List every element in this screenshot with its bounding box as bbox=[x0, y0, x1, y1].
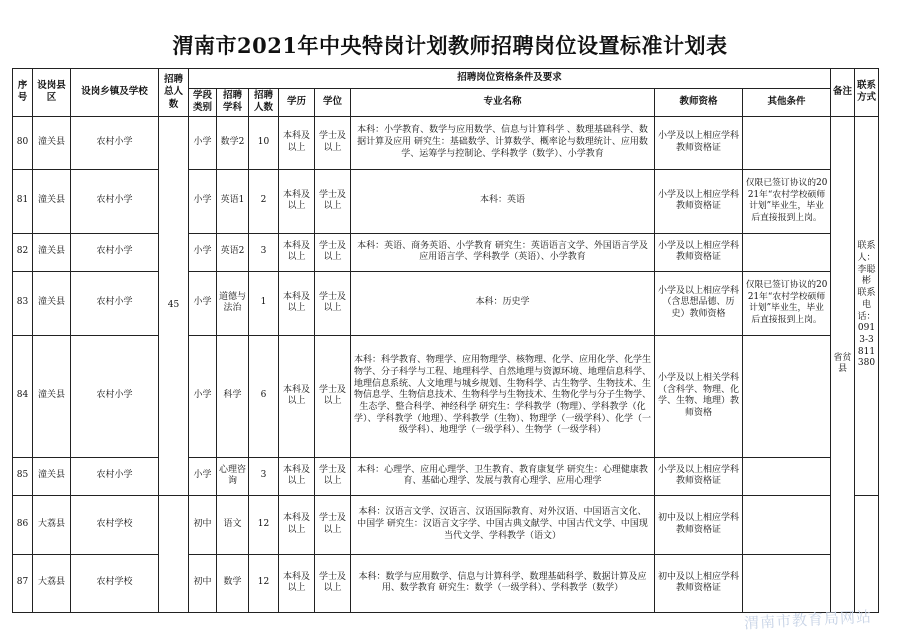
cell-county: 潼关县 bbox=[33, 116, 71, 169]
cell-education: 本科及以上 bbox=[279, 457, 315, 495]
header-school: 设岗乡镇及学校 bbox=[71, 69, 159, 117]
cell-subject: 英语1 bbox=[217, 169, 249, 233]
cell-count: 2 bbox=[249, 169, 279, 233]
recruitment-table bbox=[12, 68, 879, 613]
cell-subject: 道德与法治 bbox=[217, 271, 249, 335]
cell-seq: 87 bbox=[13, 554, 33, 612]
table-row bbox=[13, 554, 879, 612]
cell-stage: 初中 bbox=[189, 554, 217, 612]
table-row bbox=[13, 116, 879, 169]
cell-subject: 数学 bbox=[217, 554, 249, 612]
cell-qualification: 小学及以上相应学科教师资格证 bbox=[655, 457, 743, 495]
cell-education: 本科及以上 bbox=[279, 554, 315, 612]
cell-count: 12 bbox=[249, 495, 279, 554]
cell-degree: 学士及以上 bbox=[315, 169, 351, 233]
cell-school: 农村小学 bbox=[71, 271, 159, 335]
cell-major: 本科：心理学、应用心理学、卫生教育、教育康复学 研究生：心理健康教育、基础心理学、发展与教育心理学、应用心理学 bbox=[351, 457, 655, 495]
header-seq: 序号 bbox=[13, 69, 33, 117]
cell-county: 潼关县 bbox=[33, 233, 71, 271]
cell-stage: 小学 bbox=[189, 271, 217, 335]
header-county: 设岗县区 bbox=[33, 69, 71, 117]
header-contact: 联系方式 bbox=[855, 69, 879, 117]
cell-school: 农村小学 bbox=[71, 233, 159, 271]
cell-school: 农村小学 bbox=[71, 169, 159, 233]
cell-county: 潼关县 bbox=[33, 457, 71, 495]
cell-degree: 学士及以上 bbox=[315, 271, 351, 335]
cell-other bbox=[743, 335, 831, 457]
cell-qualification: 初中及以上相应学科教师资格证 bbox=[655, 495, 743, 554]
cell-subject: 语文 bbox=[217, 495, 249, 554]
header-degree: 学位 bbox=[315, 89, 351, 117]
cell-school: 农村小学 bbox=[71, 116, 159, 169]
cell-education: 本科及以上 bbox=[279, 116, 315, 169]
cell-major: 本科：历史学 bbox=[351, 271, 655, 335]
cell-contact-empty bbox=[855, 495, 879, 612]
cell-other bbox=[743, 495, 831, 554]
cell-degree: 学士及以上 bbox=[315, 457, 351, 495]
cell-degree: 学士及以上 bbox=[315, 233, 351, 271]
cell-count: 1 bbox=[249, 271, 279, 335]
header-education: 学历 bbox=[279, 89, 315, 117]
cell-degree: 学士及以上 bbox=[315, 495, 351, 554]
header-remarks: 备注 bbox=[831, 69, 855, 117]
cell-count: 10 bbox=[249, 116, 279, 169]
cell-other bbox=[743, 116, 831, 169]
cell-seq: 84 bbox=[13, 335, 33, 457]
cell-seq: 85 bbox=[13, 457, 33, 495]
cell-total: 45 bbox=[159, 116, 189, 495]
table-row bbox=[13, 335, 879, 457]
cell-seq: 80 bbox=[13, 116, 33, 169]
cell-remarks: 省贫县 bbox=[831, 116, 855, 612]
cell-qualification: 小学及以上相应学科教师资格证 bbox=[655, 116, 743, 169]
cell-subject: 心理咨询 bbox=[217, 457, 249, 495]
cell-education: 本科及以上 bbox=[279, 271, 315, 335]
cell-county: 潼关县 bbox=[33, 335, 71, 457]
header-requirements: 招聘岗位资格条件及要求 bbox=[189, 69, 831, 89]
cell-seq: 83 bbox=[13, 271, 33, 335]
cell-major: 本科：科学教育、物理学、应用物理学、核物理、化学、应用化学、化学生物学、分子科学与工程、地理科学、自然地理与资源环境、地理信息科学、地理信息系统、人文地理与城乡规划、生物科学、古生物学、生物技术、生物信息学、生物信息技术、生物科学与生物技术、生物化学与分子生物学、生态学、整合科学、神经科学 研究生：学科教学（物理）、学科教学（化学）、学科教学（地理）、学科教学（生物）、物理学（一级学科）、化学（一级学科）、地理学（一级学科）、生物学（一级学科） bbox=[351, 335, 655, 457]
cell-school: 农村小学 bbox=[71, 457, 159, 495]
cell-other bbox=[743, 233, 831, 271]
header-other: 其他条件 bbox=[743, 89, 831, 117]
watermark: 渭南市教育局网站 bbox=[743, 607, 873, 633]
page-title: 渭南市2021年中央特岗计划教师招聘岗位设置标准计划表 bbox=[172, 33, 728, 58]
cell-major: 本科：英语、商务英语、小学教育 研究生：英语语言文学、外国语言学及应用语言学、学科教学（英语）、小学教育 bbox=[351, 233, 655, 271]
cell-county: 大荔县 bbox=[33, 554, 71, 612]
cell-other bbox=[743, 554, 831, 612]
cell-count: 6 bbox=[249, 335, 279, 457]
cell-county: 潼关县 bbox=[33, 271, 71, 335]
cell-count: 3 bbox=[249, 233, 279, 271]
cell-qualification: 初中及以上相应学科教师资格证 bbox=[655, 554, 743, 612]
cell-stage: 小学 bbox=[189, 457, 217, 495]
cell-seq: 86 bbox=[13, 495, 33, 554]
cell-qualification: 小学及以上相应学科教师资格证 bbox=[655, 169, 743, 233]
header-subject: 招聘学科 bbox=[217, 89, 249, 117]
cell-county: 潼关县 bbox=[33, 169, 71, 233]
cell-subject: 英语2 bbox=[217, 233, 249, 271]
cell-school: 农村小学 bbox=[71, 335, 159, 457]
cell-school: 农村学校 bbox=[71, 554, 159, 612]
table-row bbox=[13, 495, 879, 554]
cell-count: 12 bbox=[249, 554, 279, 612]
cell-education: 本科及以上 bbox=[279, 335, 315, 457]
cell-other: 仅限已签订协议的2021年“农村学校硕师计划”毕业生，毕业后直接报到上岗。 bbox=[743, 169, 831, 233]
header-qualification: 教师资格 bbox=[655, 89, 743, 117]
cell-county: 大荔县 bbox=[33, 495, 71, 554]
cell-seq: 81 bbox=[13, 169, 33, 233]
cell-major: 本科：小学教育、数学与应用数学、信息与计算科学 、数理基础科学、数据计算及应用 研究生：基础数学、计算数学、概率论与数理统计、应用数学、运筹学与控制论、学科教学（数学）、小学教育 bbox=[351, 116, 655, 169]
cell-qualification: 小学及以上相关学科（含科学、物理、化学、生物、地理）教师资格 bbox=[655, 335, 743, 457]
cell-stage: 小学 bbox=[189, 233, 217, 271]
cell-education: 本科及以上 bbox=[279, 495, 315, 554]
cell-other: 仅限已签订协议的2021年“农村学校硕师计划”毕业生，毕业后直接报到上岗。 bbox=[743, 271, 831, 335]
cell-subject: 科学 bbox=[217, 335, 249, 457]
cell-degree: 学士及以上 bbox=[315, 554, 351, 612]
cell-qualification: 小学及以上相应学科（含思想品德、历史）教师资格 bbox=[655, 271, 743, 335]
cell-major: 本科：数学与应用数学、信息与计算科学、数理基础科学、数据计算及应用、数学教育 研究生：数学（一级学科）、学科教学（数学） bbox=[351, 554, 655, 612]
cell-stage: 小学 bbox=[189, 169, 217, 233]
header-count: 招聘人数 bbox=[249, 89, 279, 117]
cell-stage: 小学 bbox=[189, 335, 217, 457]
cell-total-empty bbox=[159, 495, 189, 612]
cell-stage: 小学 bbox=[189, 116, 217, 169]
cell-stage: 初中 bbox=[189, 495, 217, 554]
table-row bbox=[13, 169, 879, 233]
table-row bbox=[13, 233, 879, 271]
cell-seq: 82 bbox=[13, 233, 33, 271]
table-row bbox=[13, 271, 879, 335]
cell-education: 本科及以上 bbox=[279, 169, 315, 233]
table-row bbox=[13, 457, 879, 495]
header-major: 专业名称 bbox=[351, 89, 655, 117]
cell-degree: 学士及以上 bbox=[315, 335, 351, 457]
header-total: 招聘总人数 bbox=[159, 69, 189, 117]
cell-school: 农村学校 bbox=[71, 495, 159, 554]
cell-other bbox=[743, 457, 831, 495]
cell-qualification: 小学及以上相应学科教师资格证 bbox=[655, 233, 743, 271]
cell-major: 本科：英语 bbox=[351, 169, 655, 233]
cell-degree: 学士及以上 bbox=[315, 116, 351, 169]
header-stage: 学段类别 bbox=[189, 89, 217, 117]
cell-contact: 联系人：李聪彬 联系电话：0913-3811380 bbox=[855, 116, 879, 495]
cell-major: 本科：汉语言文学、汉语言、汉语国际教育、对外汉语、中国语言文化、 中国学 研究生：汉语言文字学、中国古典文献学、中国古代文学、中国现当代文学、学科教学（语文） bbox=[351, 495, 655, 554]
cell-subject: 数学2 bbox=[217, 116, 249, 169]
cell-education: 本科及以上 bbox=[279, 233, 315, 271]
cell-count: 3 bbox=[249, 457, 279, 495]
